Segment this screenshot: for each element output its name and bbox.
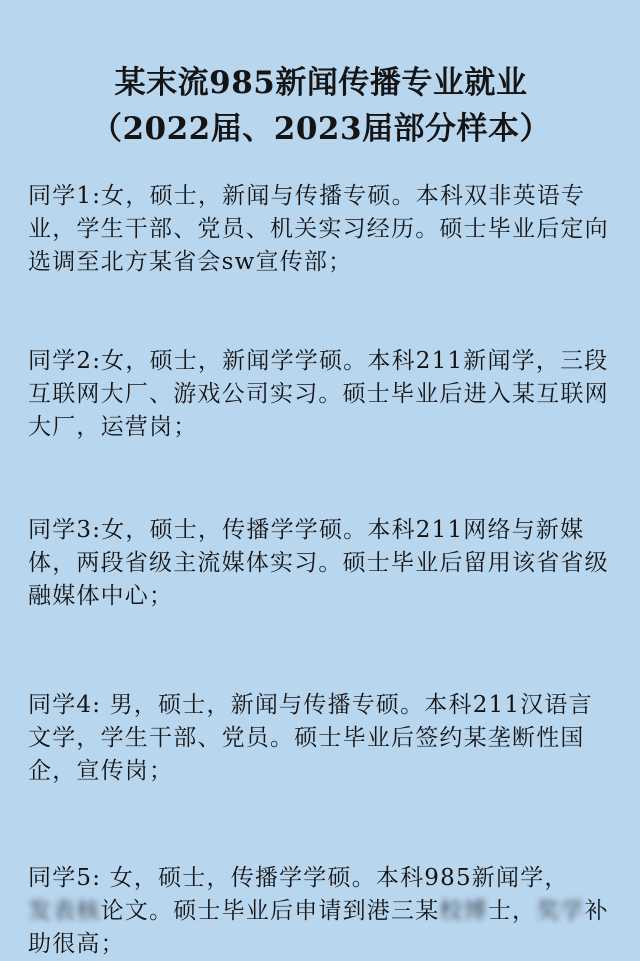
entry-student-3: 同学3:女，硕士，传播学学硕。本科211网络与新媒体，两段省级主流媒体实习。硕士毕业后留用该省省级融媒体中心；: [28, 517, 609, 609]
entry-5-part-1: 同学5: 女，硕士，传播学学硕。本科985新闻学，: [28, 865, 569, 891]
entry-student-2: 同学2:女，硕士，新闻学学硕。本科211新闻学，三段互联网大厂、游戏公司实习。硕士毕业后进入某互联网大厂，运营岗；: [28, 348, 609, 440]
entry-5-part-3: 士，: [487, 898, 537, 924]
blurred-text: 奖学: [536, 898, 585, 924]
blurred-text: 发表核: [28, 898, 101, 924]
entry-5-part-4: 补助很高；: [28, 898, 609, 957]
entry-5-part-2: 论文。硕士毕业后申请到港三某: [100, 898, 440, 924]
title-line-2: （2022届、2023届部分样本）: [90, 111, 552, 147]
entry-list: [28, 180, 614, 961]
title-line-1: 某末流985新闻传播专业就业: [114, 65, 528, 101]
blurred-text: 校博: [439, 898, 488, 924]
entry-student-5: [28, 862, 614, 961]
entry-student-1: 同学1:女，硕士，新闻与传播专硕。本科双非英语专业，学生干部、党员、机关实习经历。硕士毕业后定向选调至北方某省会sw宣传部；: [28, 183, 609, 275]
page-title: [28, 60, 614, 152]
entry-student-4: 同学4: 男，硕士，新闻与传播专硕。本科211汉语言文学，学生干部、党员。硕士毕业后签约某垄断性国企，宣传岗；: [28, 692, 593, 784]
